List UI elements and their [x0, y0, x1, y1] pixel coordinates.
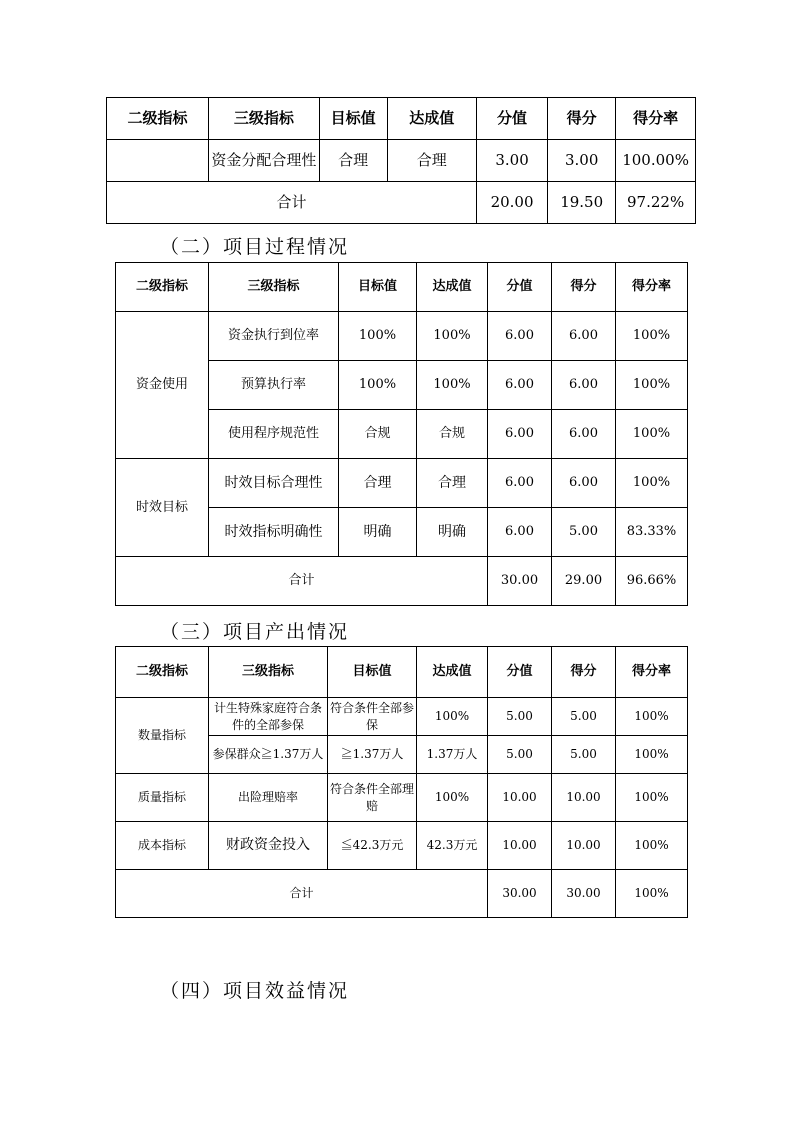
- score-cell: 10.00: [552, 774, 616, 822]
- score-value-cell: 6.00: [488, 459, 552, 508]
- actual-cell: 100%: [417, 312, 488, 361]
- actual-cell: 100%: [417, 361, 488, 410]
- score-value-cell: 6.00: [488, 361, 552, 410]
- header-actual: 达成值: [417, 263, 488, 312]
- target-cell: 符合条件全部理赔: [328, 774, 417, 822]
- score-cell: 10.00: [552, 822, 616, 870]
- indicator-cell: 资金执行到位率: [209, 312, 339, 361]
- table-prior-section: [106, 97, 696, 224]
- total-score: 19.50: [548, 182, 616, 224]
- rate-cell: 100%: [616, 822, 688, 870]
- table-process: [115, 262, 688, 606]
- actual-cell: 合理: [387, 140, 476, 182]
- table-header-row: [116, 647, 688, 698]
- actual-cell: 合理: [417, 459, 488, 508]
- header-score-value: 分值: [488, 263, 552, 312]
- indicator-cell: 资金分配合理性: [209, 140, 320, 182]
- group-cell: 资金使用: [116, 312, 209, 459]
- header-score-value: 分值: [488, 647, 552, 698]
- rate-cell: 100%: [616, 698, 688, 736]
- score-cell: 5.00: [552, 508, 616, 557]
- score-cell: 5.00: [552, 736, 616, 774]
- total-row: [116, 557, 688, 606]
- score-cell: 5.00: [552, 698, 616, 736]
- header-level2: 二级指标: [107, 98, 209, 140]
- rate-cell: 83.33%: [616, 508, 688, 557]
- header-score: 得分: [552, 647, 616, 698]
- total-score: 29.00: [552, 557, 616, 606]
- table-row: [107, 140, 696, 182]
- total-row: [107, 182, 696, 224]
- indicator-cell: 使用程序规范性: [209, 410, 339, 459]
- table-row: [116, 312, 688, 361]
- score-value-cell: 5.00: [488, 698, 552, 736]
- group-cell: [107, 140, 209, 182]
- target-cell: ≦42.3万元: [328, 822, 417, 870]
- total-score-value: 20.00: [476, 182, 547, 224]
- table-output: [115, 646, 688, 918]
- actual-cell: 明确: [417, 508, 488, 557]
- header-level3: 三级指标: [209, 98, 320, 140]
- target-cell: ≧1.37万人: [328, 736, 417, 774]
- table-header-row: [116, 263, 688, 312]
- total-score-value: 30.00: [488, 557, 552, 606]
- indicator-cell: 财政资金投入: [209, 822, 328, 870]
- score-cell: 6.00: [552, 312, 616, 361]
- section-heading-process: （二）项目过程情况: [160, 236, 350, 258]
- indicator-cell: 时效指标明确性: [209, 508, 339, 557]
- indicator-cell: 预算执行率: [209, 361, 339, 410]
- total-rate: 96.66%: [616, 557, 688, 606]
- group-cell: 质量指标: [116, 774, 209, 822]
- score-value-cell: 6.00: [488, 508, 552, 557]
- table-row: [116, 822, 688, 870]
- target-cell: 100%: [339, 361, 417, 410]
- header-level3: 三级指标: [209, 647, 328, 698]
- total-score: 30.00: [552, 870, 616, 918]
- target-cell: 合规: [339, 410, 417, 459]
- rate-cell: 100%: [616, 774, 688, 822]
- rate-cell: 100%: [616, 361, 688, 410]
- total-rate: 100%: [616, 870, 688, 918]
- score-value-cell: 6.00: [488, 410, 552, 459]
- header-level2: 二级指标: [116, 647, 209, 698]
- header-score-value: 分值: [476, 98, 547, 140]
- rate-cell: 100%: [616, 459, 688, 508]
- rate-cell: 100.00%: [616, 140, 696, 182]
- rate-cell: 100%: [616, 312, 688, 361]
- total-label: 合计: [107, 182, 477, 224]
- table-row: [116, 774, 688, 822]
- score-value-cell: 5.00: [488, 736, 552, 774]
- group-cell: 成本指标: [116, 822, 209, 870]
- table-row: [116, 698, 688, 736]
- header-level3: 三级指标: [209, 263, 339, 312]
- rate-cell: 100%: [616, 410, 688, 459]
- section-heading-output: （三）项目产出情况: [160, 621, 350, 643]
- score-cell: 3.00: [548, 140, 616, 182]
- actual-cell: 100%: [417, 698, 488, 736]
- actual-cell: 100%: [417, 774, 488, 822]
- indicator-cell: 出险理赔率: [209, 774, 328, 822]
- score-cell: 6.00: [552, 410, 616, 459]
- target-cell: 合理: [339, 459, 417, 508]
- indicator-cell: 计生特殊家庭符合条件的全部参保: [209, 698, 328, 736]
- target-cell: 明确: [339, 508, 417, 557]
- total-label: 合计: [116, 557, 488, 606]
- indicator-cell: 参保群众≧1.37万人: [209, 736, 328, 774]
- total-score-value: 30.00: [488, 870, 552, 918]
- actual-cell: 1.37万人: [417, 736, 488, 774]
- section-heading-benefit: （四）项目效益情况: [160, 980, 350, 1002]
- target-cell: 合理: [319, 140, 387, 182]
- score-value-cell: 3.00: [476, 140, 547, 182]
- header-actual: 达成值: [417, 647, 488, 698]
- target-cell: 符合条件全部参保: [328, 698, 417, 736]
- score-cell: 6.00: [552, 459, 616, 508]
- score-value-cell: 10.00: [488, 822, 552, 870]
- indicator-cell: 时效目标合理性: [209, 459, 339, 508]
- header-target: 目标值: [328, 647, 417, 698]
- header-rate: 得分率: [616, 647, 688, 698]
- header-score: 得分: [548, 98, 616, 140]
- header-target: 目标值: [319, 98, 387, 140]
- header-score: 得分: [552, 263, 616, 312]
- actual-cell: 合规: [417, 410, 488, 459]
- group-cell: 时效目标: [116, 459, 209, 557]
- table-header-row: [107, 98, 696, 140]
- header-level2: 二级指标: [116, 263, 209, 312]
- rate-cell: 100%: [616, 736, 688, 774]
- actual-cell: 42.3万元: [417, 822, 488, 870]
- table-row: [116, 459, 688, 508]
- header-target: 目标值: [339, 263, 417, 312]
- score-value-cell: 6.00: [488, 312, 552, 361]
- header-actual: 达成值: [387, 98, 476, 140]
- total-row: [116, 870, 688, 918]
- score-value-cell: 10.00: [488, 774, 552, 822]
- total-label: 合计: [116, 870, 488, 918]
- score-cell: 6.00: [552, 361, 616, 410]
- target-cell: 100%: [339, 312, 417, 361]
- group-cell: 数量指标: [116, 698, 209, 774]
- header-rate: 得分率: [616, 98, 696, 140]
- total-rate: 97.22%: [616, 182, 696, 224]
- header-rate: 得分率: [616, 263, 688, 312]
